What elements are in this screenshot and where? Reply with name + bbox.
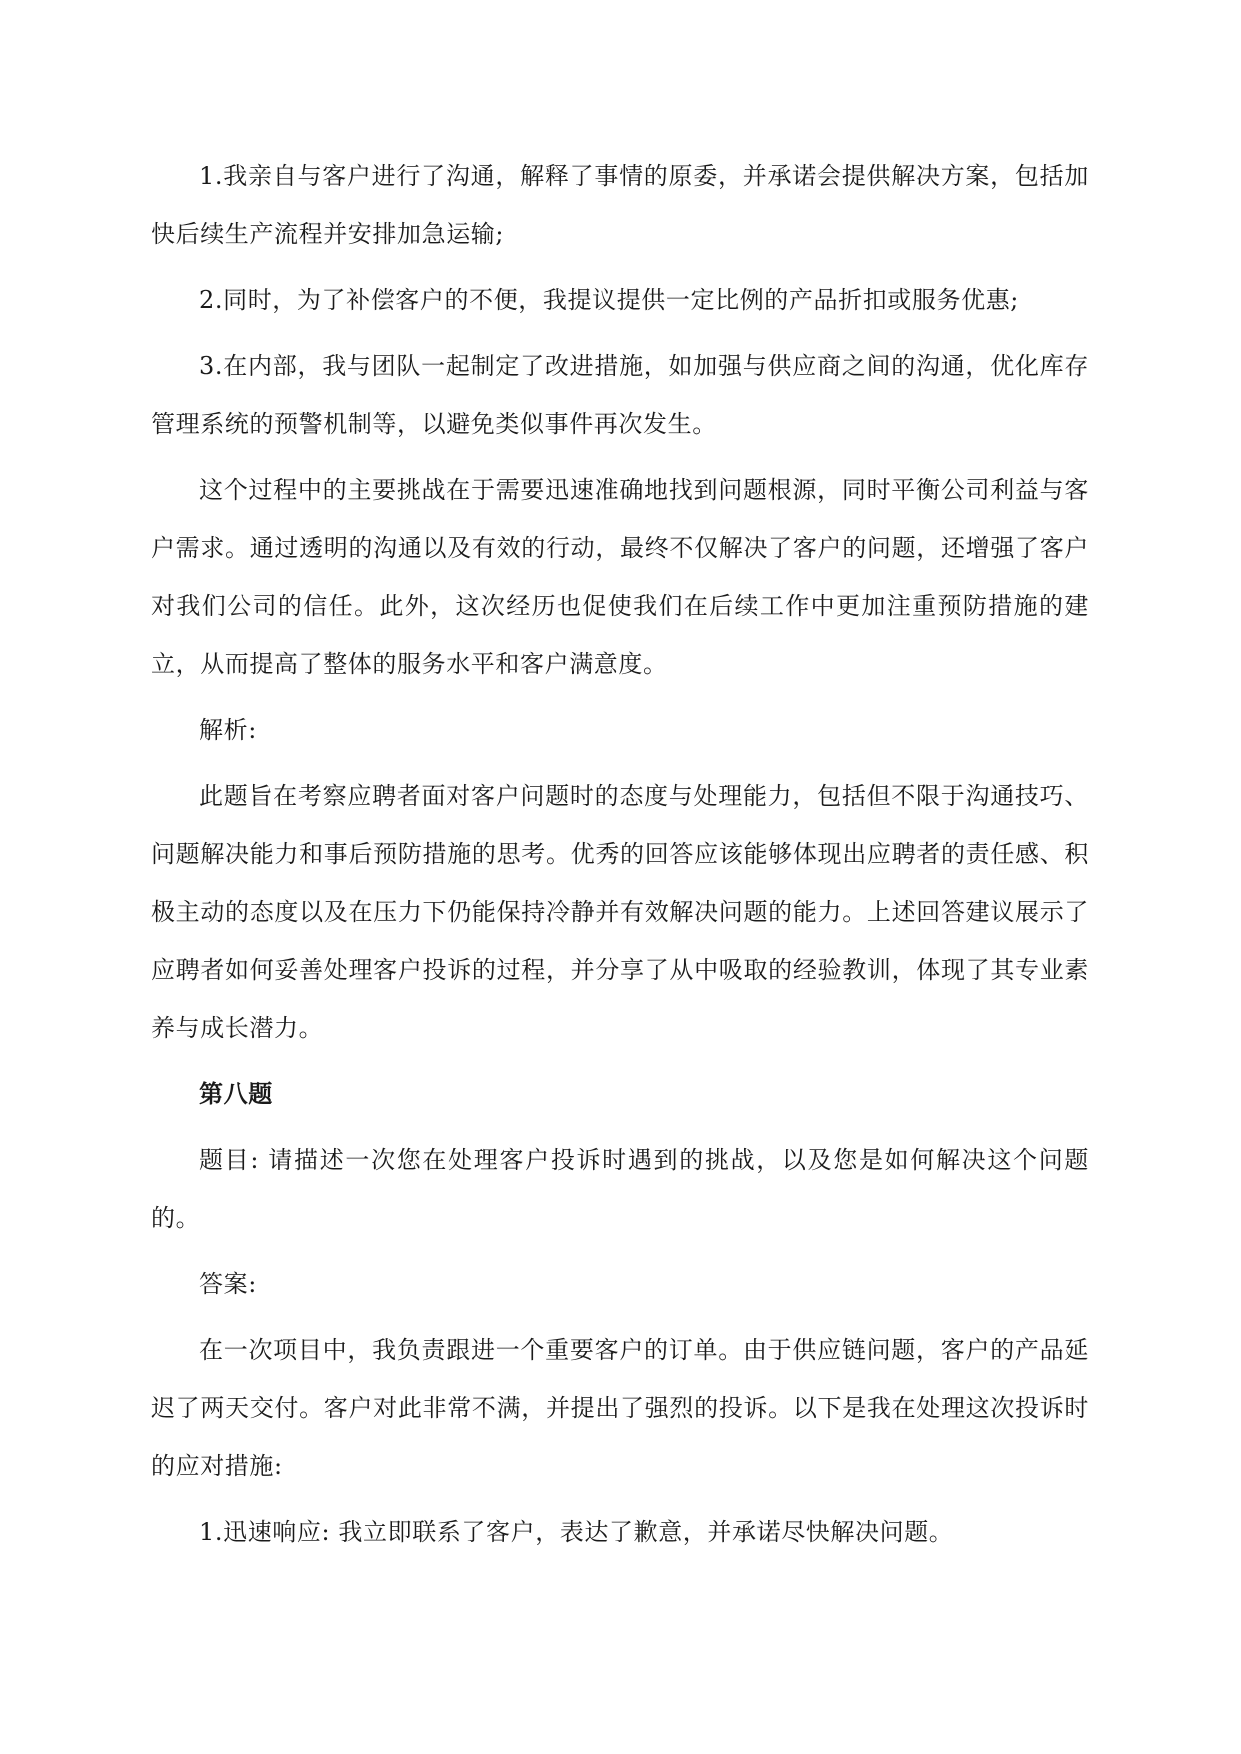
question-text: 题目: 请描述一次您在处理客户投诉时遇到的挑战，以及您是如何解决这个问题的。: [151, 1146, 1089, 1232]
document-body: [151, 147, 1089, 1569]
answer-paragraph-2: 1.迅速响应: 我立即联系了客户，表达了歉意，并承诺尽快解决问题。: [199, 1518, 954, 1546]
paragraph-measure-2: 2.同时，为了补偿客户的不便，我提议提供一定比例的产品折扣或服务优惠;: [199, 286, 1019, 314]
paragraph-measure-1: 1.我亲自与客户进行了沟通，解释了事情的原委，并承诺会提供解决方案，包括加快后续生产流程并安排加急运输;: [151, 162, 1089, 248]
paragraph-analysis-label: 解析:: [199, 716, 257, 744]
paragraph-challenge-summary: 这个过程中的主要挑战在于需要迅速准确地找到问题根源，同时平衡公司利益与客户需求。通过透明的沟通以及有效的行动，最终不仅解决了客户的问题，还增强了客户对我们公司的信任。此外，这次经历也促使我们在后续工作中更加注重预防措施的建立，从而提高了整体的服务水平和客户满意度。: [151, 476, 1089, 678]
answer-label: 答案:: [199, 1270, 257, 1298]
paragraph-analysis: 此题旨在考察应聘者面对客户问题时的态度与处理能力，包括但不限于沟通技巧、问题解决能力和事后预防措施的思考。优秀的回答应该能够体现出应聘者的责任感、积极主动的态度以及在压力下仍能保持冷静并有效解决问题的能力。上述回答建议展示了应聘者如何妥善处理客户投诉的过程，并分享了从中吸取的经验教训，体现了其专业素养与成长潜力。: [151, 782, 1089, 1042]
section-heading: 第八题: [199, 1080, 273, 1108]
answer-paragraph-1: 在一次项目中，我负责跟进一个重要客户的订单。由于供应链问题，客户的产品延迟了两天交付。客户对此非常不满，并提出了强烈的投诉。以下是我在处理这次投诉时的应对措施:: [151, 1336, 1089, 1480]
paragraph-measure-3: 3.在内部，我与团队一起制定了改进措施，如加强与供应商之间的沟通，优化库存管理系统的预警机制等，以避免类似事件再次发生。: [151, 352, 1089, 438]
